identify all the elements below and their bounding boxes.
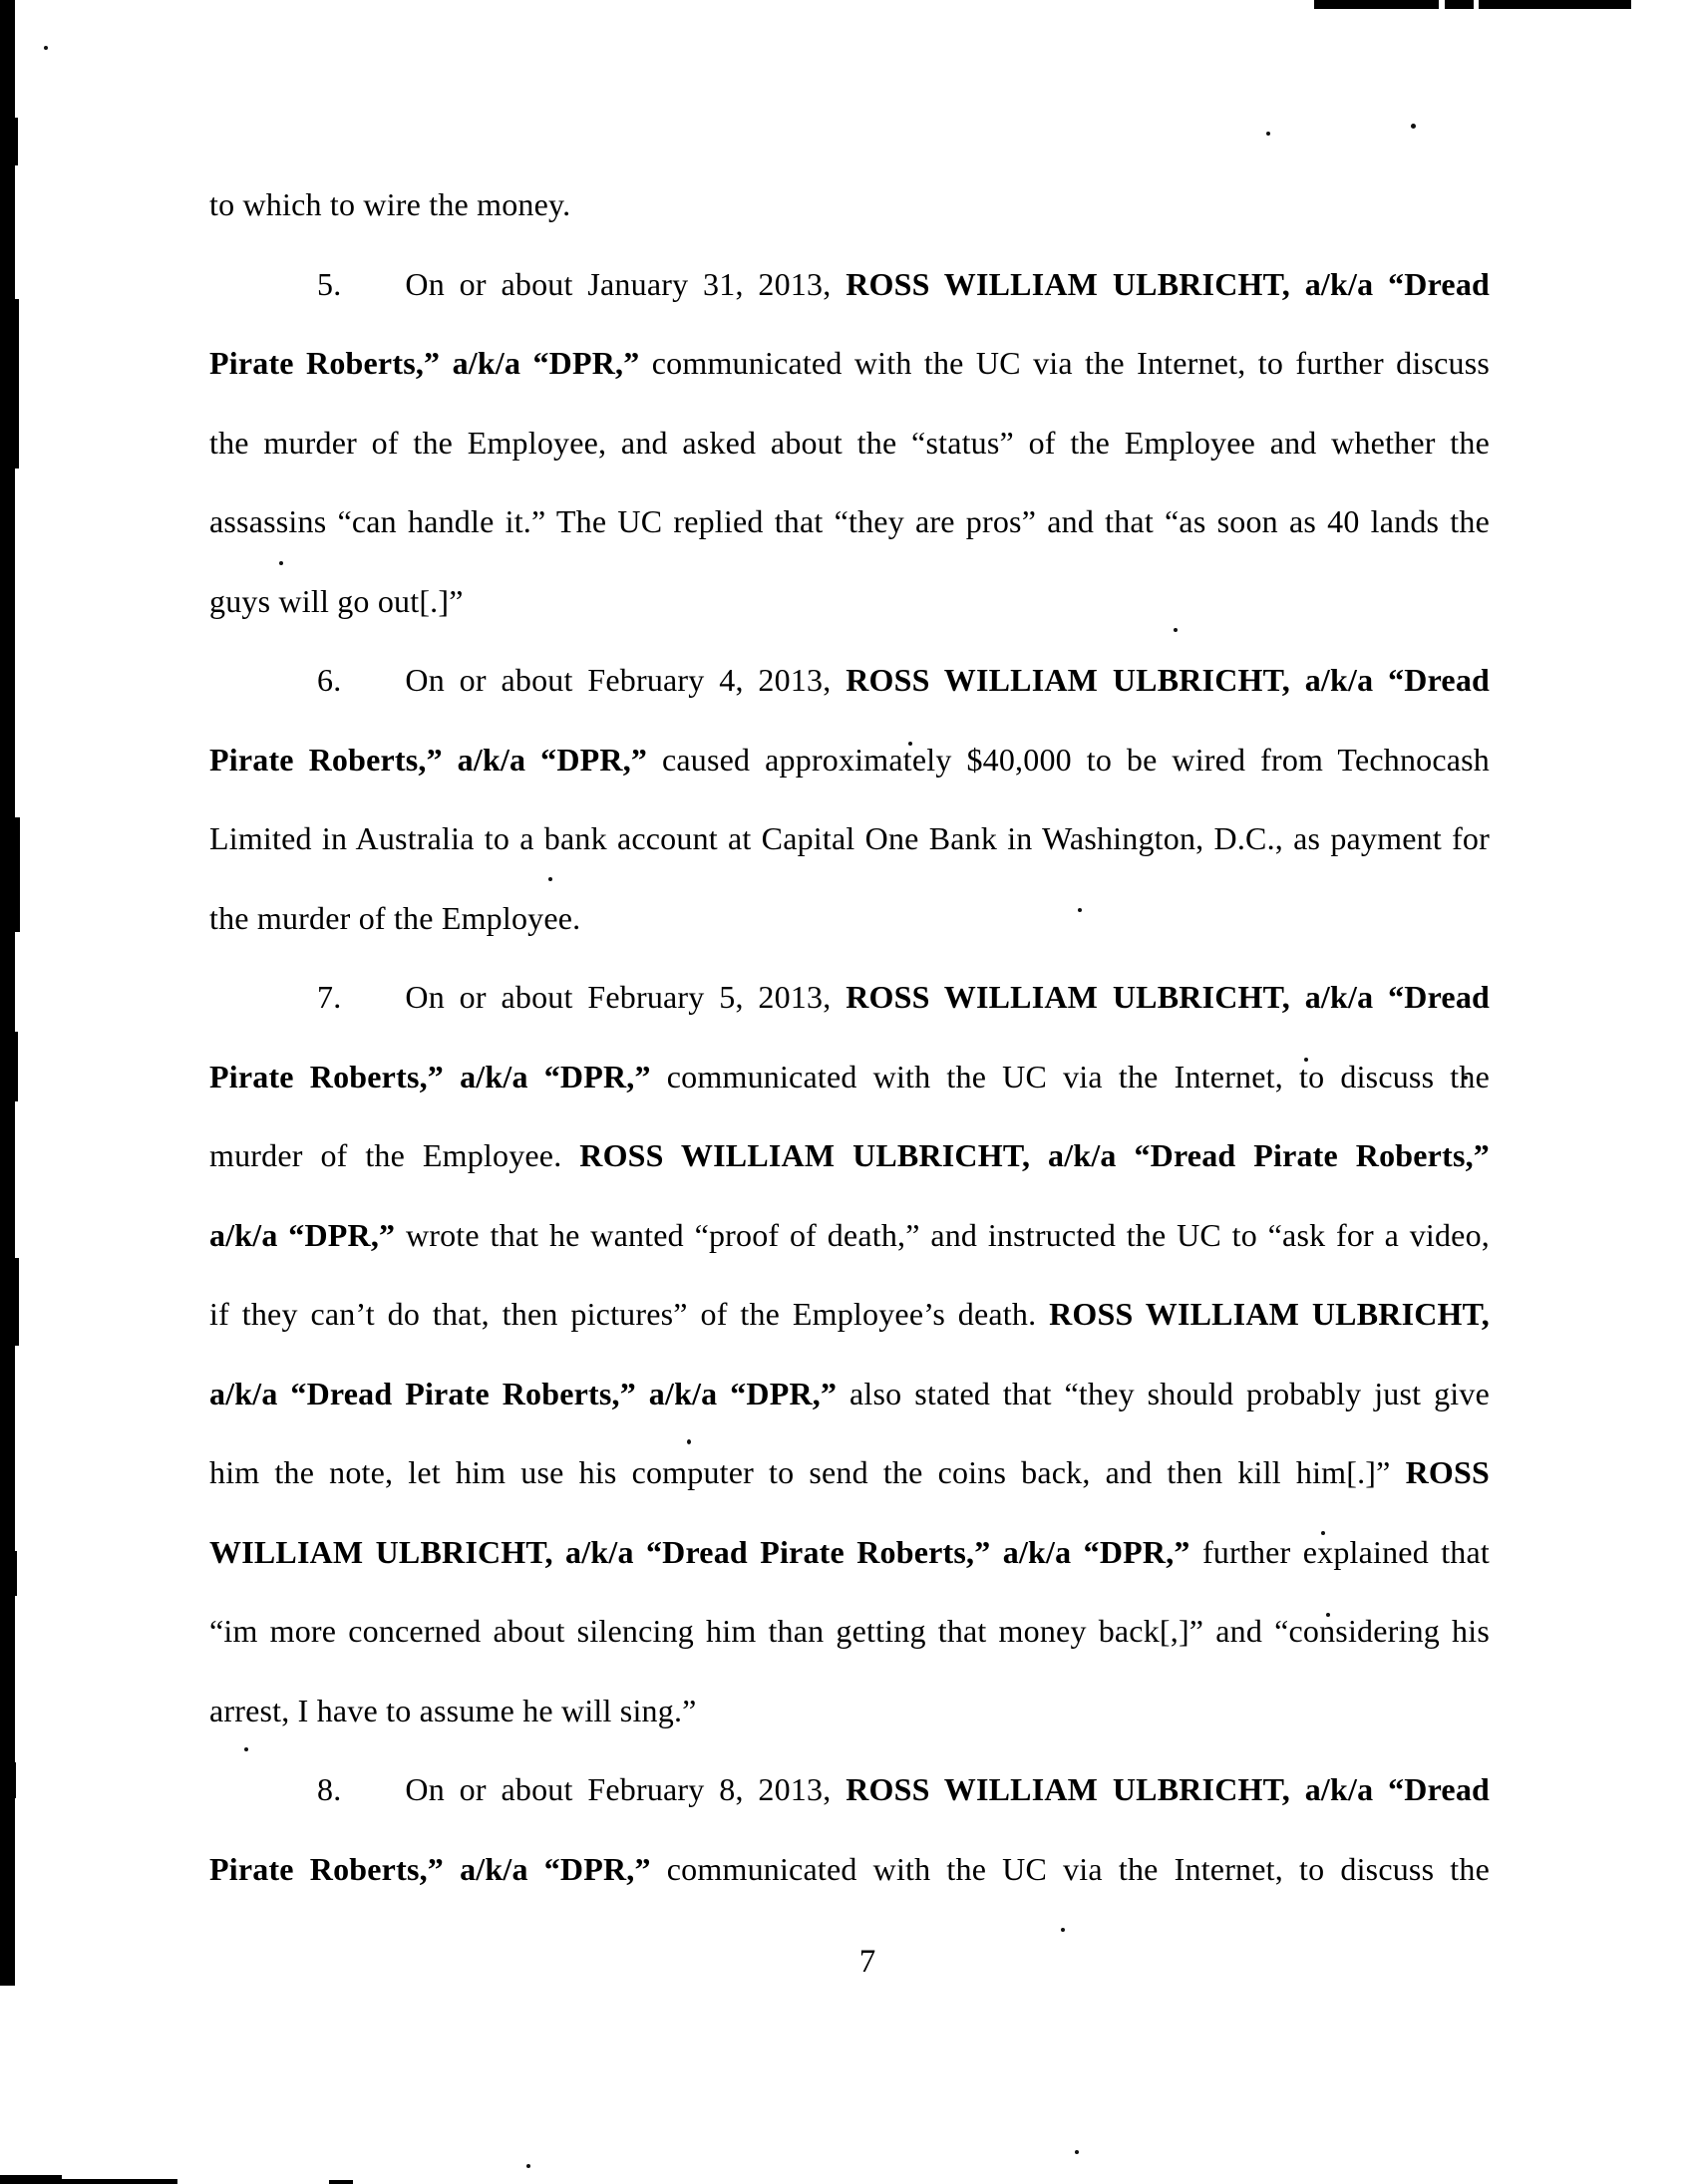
paragraph-number: 5. [317, 265, 342, 302]
defendant-name-bold: ROSS WILLIAM ULBRICHT, a/k/a “Dread [846, 1771, 1491, 1807]
paragraph-number: 7. [317, 979, 342, 1015]
text-line [209, 721, 1490, 800]
scan-speck [44, 46, 48, 50]
scan-mark-gap [1439, 0, 1445, 9]
body-text: On or about February 8, 2013, [405, 1771, 847, 1807]
scan-edge-nub [0, 1032, 18, 1101]
body-text: guys will go out[.]” [209, 582, 464, 619]
body-text: communicated with the UC via the Internet, to discuss the [666, 1850, 1491, 1887]
text-line [209, 1116, 1490, 1196]
text-line [209, 1038, 1490, 1117]
text-line [209, 245, 1490, 325]
text-line [209, 879, 1490, 959]
body-text: On or about February 5, 2013, [405, 979, 847, 1015]
text-line [209, 1830, 1490, 1910]
text-line [209, 799, 1490, 879]
defendant-name-bold: Pirate Roberts,” a/k/a “DPR,” [209, 1058, 667, 1094]
text-line [209, 562, 1490, 642]
text-line [209, 165, 1490, 245]
scan-edge-nub [0, 118, 18, 165]
text-line [209, 1750, 1490, 1830]
paragraph-number: 8. [317, 1771, 342, 1807]
body-text: murder of the Employee. [209, 1137, 580, 1173]
defendant-name-bold: a/k/a “DPR,” [209, 1216, 406, 1253]
scan-speck [526, 2164, 530, 2168]
body-text: if they can’t do that, then pictures” of the Employee’s death. [209, 1296, 1050, 1332]
defendant-name-bold: ROSS WILLIAM ULBRICHT, a/k/a “Dread [846, 979, 1491, 1015]
scan-mark-bottom-left [58, 2179, 177, 2184]
scan-edge-nub [0, 1551, 17, 1596]
text-line [209, 1196, 1490, 1276]
defendant-name-bold: ROSS [1405, 1454, 1490, 1490]
scan-mark-bottom-left [0, 2175, 62, 2184]
body-text: wrote that he wanted “proof of death,” and instructed the UC to “ask for a video, [405, 1216, 1490, 1253]
body-text: the murder of the Employee. [209, 899, 581, 936]
page-number: 7 [858, 1944, 876, 1980]
body-text: further explained that [1201, 1533, 1491, 1570]
body-text: assassins “can handle it.” The UC replied that “they are pros” and that “as soon as 40 lands the [209, 503, 1490, 539]
defendant-name-bold: ROSS WILLIAM ULBRICHT, a/k/a “Dread Pirate Roberts,” [579, 1137, 1490, 1173]
text-line [209, 482, 1490, 562]
scan-mark-top-right [1314, 0, 1631, 9]
scan-speck [1061, 1928, 1065, 1932]
text-line [209, 1355, 1490, 1434]
scan-edge-left [0, 0, 15, 1986]
body-text: On or about January 31, 2013, [405, 265, 847, 302]
paragraph-number: 6. [317, 662, 342, 698]
body-text: caused approximately $40,000 to be wired from Technocash [662, 741, 1491, 778]
text-line [209, 1592, 1490, 1672]
scan-speck [1411, 124, 1416, 129]
scan-edge-nub [0, 299, 19, 468]
body-text: communicated with the UC via the Internet, to further discuss [651, 345, 1490, 381]
body-text: also stated that “they should probably just give [849, 1375, 1490, 1411]
body-text: to which to wire the money. [209, 186, 571, 222]
scan-mark-bottom-dash [329, 2180, 353, 2184]
body-text: the murder of the Employee, and asked about the “status” of the Employee and whether the [209, 424, 1490, 461]
defendant-name-bold: WILLIAM ULBRICHT, a/k/a “Dread Pirate Roberts,” a/k/a “DPR,” [209, 1533, 1202, 1570]
text-line [209, 641, 1490, 721]
text-line [209, 958, 1490, 1038]
text-line [209, 324, 1490, 404]
document-text [209, 165, 1490, 1909]
scan-edge-nub [0, 1258, 19, 1346]
defendant-name-bold: ROSS WILLIAM ULBRICHT, [1049, 1296, 1490, 1332]
text-line [209, 404, 1490, 483]
text-line [209, 1672, 1490, 1751]
defendant-name-bold: ROSS WILLIAM ULBRICHT, a/k/a “Dread [846, 265, 1491, 302]
body-text: communicated with the UC via the Internet, to discuss the [666, 1058, 1491, 1094]
defendant-name-bold: Pirate Roberts,” a/k/a “DPR,” [209, 345, 652, 381]
text-line [209, 1433, 1490, 1513]
text-line [209, 1275, 1490, 1355]
scan-edge-nub [0, 1762, 16, 1798]
body-text: Limited in Australia to a bank account at Capital One Bank in Washington, D.C., as payment for [209, 820, 1490, 856]
defendant-name-bold: a/k/a “Dread Pirate Roberts,” a/k/a “DPR,” [209, 1375, 850, 1411]
scan-mark-gap [1474, 0, 1479, 9]
defendant-name-bold: ROSS WILLIAM ULBRICHT, a/k/a “Dread [846, 662, 1491, 698]
defendant-name-bold: Pirate Roberts,” a/k/a “DPR,” [209, 1850, 667, 1887]
scan-edge-nub [0, 817, 20, 932]
text-line [209, 1513, 1490, 1593]
scan-speck [1266, 132, 1270, 136]
scan-speck [1075, 2150, 1079, 2154]
body-text: him the note, let him use his computer to send the coins back, and then kill him[.]” [209, 1454, 1406, 1490]
body-text: “im more concerned about silencing him than getting that money back[,]” and “considering his [209, 1613, 1490, 1649]
defendant-name-bold: Pirate Roberts,” a/k/a “DPR,” [209, 741, 662, 778]
body-text: arrest, I have to assume he will sing.” [209, 1692, 697, 1728]
body-text: On or about February 4, 2013, [405, 662, 847, 698]
